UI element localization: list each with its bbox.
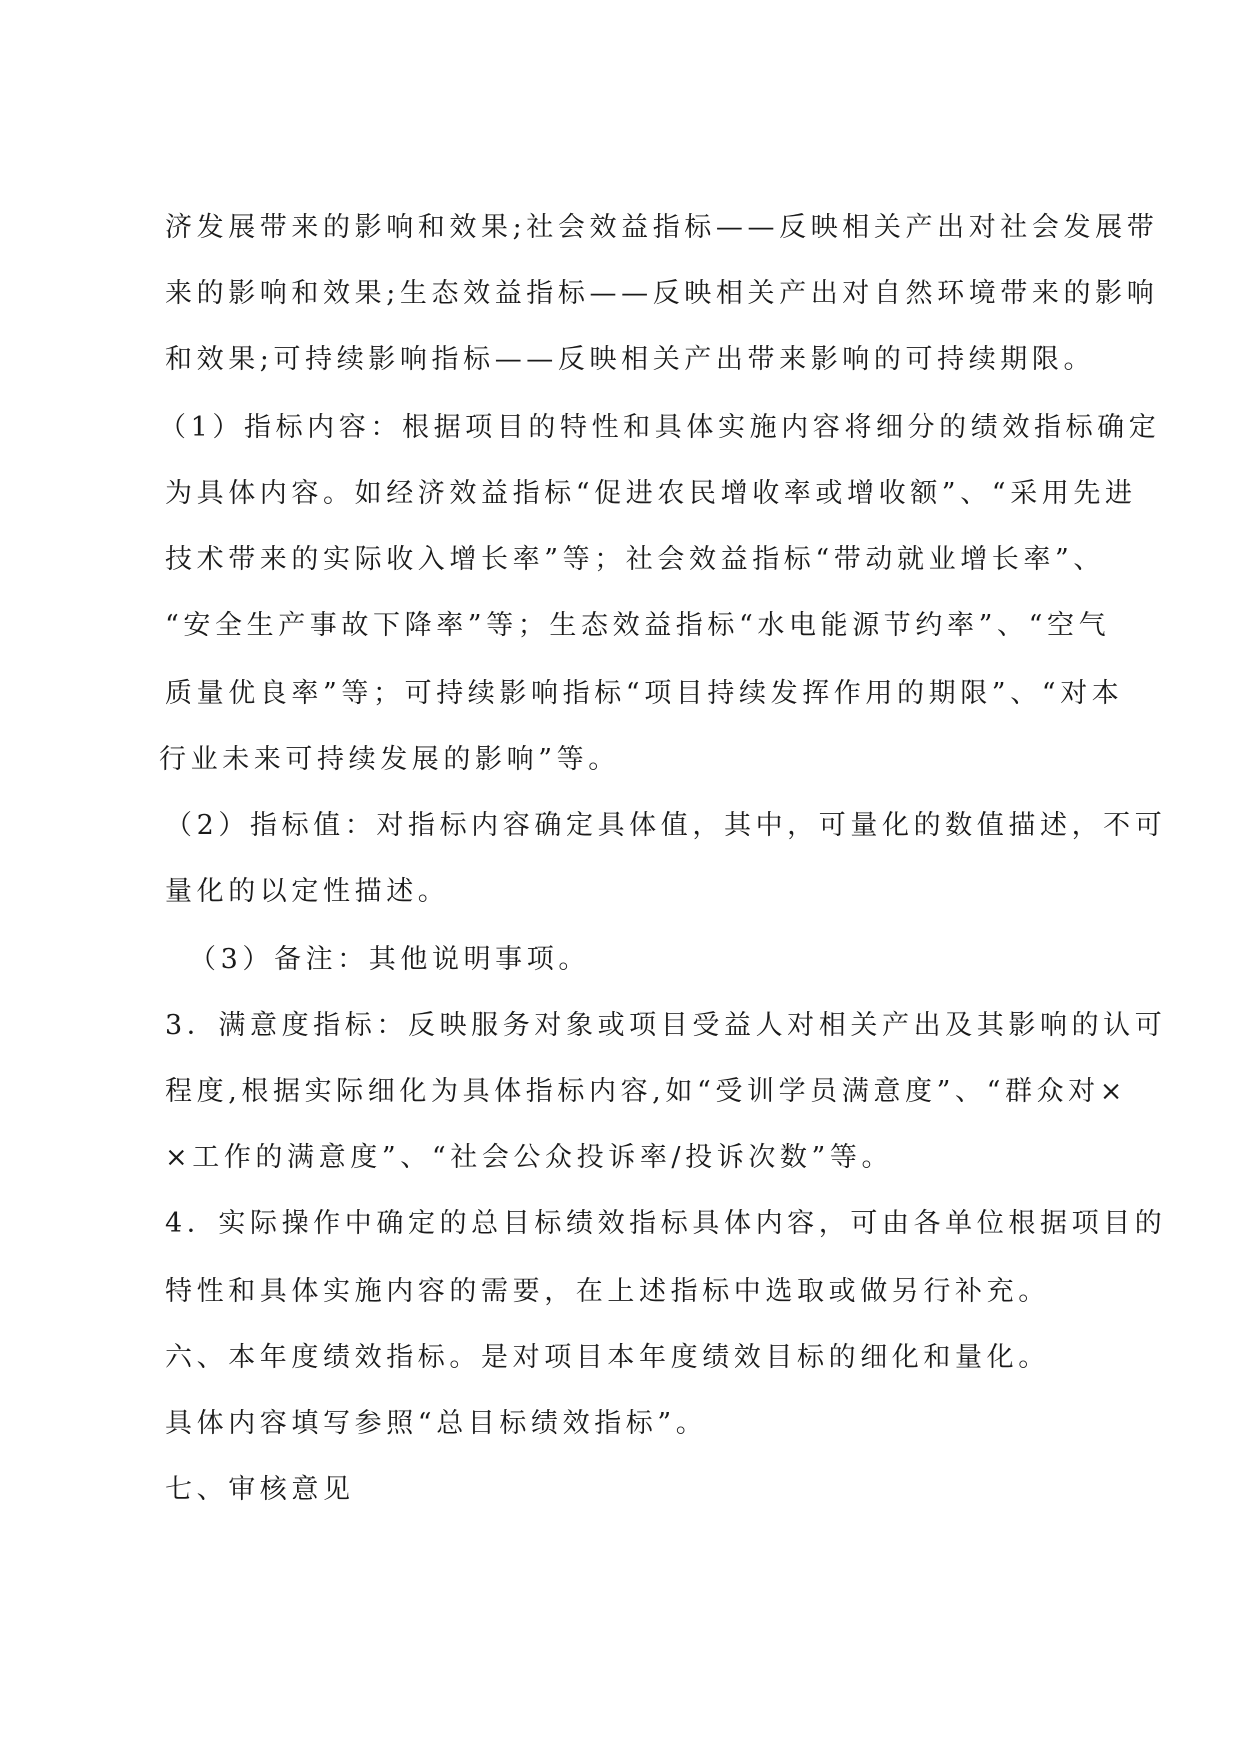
section-heading: 七、审核意见 — [165, 1474, 355, 1505]
body-text-line: 3．满意度指标：反映服务对象或项目受益人对相关产出及其影响的认可 — [165, 1010, 1167, 1041]
body-text-line: 技术带来的实际收入增长率”等；社会效益指标“带动就业增长率”、 — [165, 544, 1106, 575]
body-text-line: （1）指标内容：根据项目的特性和具体实施内容将细分的绩效指标确定 — [159, 412, 1161, 443]
body-text-line: 质量优良率”等；可持续影响指标“项目持续发挥作用的期限”、“对本 — [165, 678, 1124, 709]
body-text-line: 和效果;可持续影响指标——反映相关产出带来影响的可持续期限。 — [165, 344, 1096, 375]
body-text-line: 特性和具体实施内容的需要，在上述指标中选取或做另行补充。 — [165, 1276, 1050, 1307]
body-text-line: （3）备注：其他说明事项。 — [189, 944, 590, 975]
body-text-line: 济发展带来的影响和效果;社会效益指标——反映相关产出对社会发展带 — [165, 212, 1159, 243]
body-text-line: （2）指标值：对指标内容确定具体值，其中，可量化的数值描述，不可 — [165, 810, 1167, 841]
body-text-line: 行业未来可持续发展的影响”等。 — [159, 744, 620, 775]
section-heading: 六、本年度绩效指标。是对项目本年度绩效目标的细化和量化。 — [165, 1342, 1050, 1373]
body-text-line: 量化的以定性描述。 — [165, 876, 450, 907]
body-text-line: 4．实际操作中确定的总目标绩效指标具体内容，可由各单位根据项目的 — [165, 1208, 1167, 1239]
body-text-line: 具体内容填写参照“总目标绩效指标”。 — [165, 1408, 708, 1439]
body-text-line: ×工作的满意度”、“社会公众投诉率/投诉次数”等。 — [165, 1142, 894, 1173]
body-text-line: 为具体内容。如经济效益指标“促进农民增收率或增收额”、“采用先进 — [165, 478, 1137, 509]
body-text-line: 程度,根据实际细化为具体指标内容,如“受训学员满意度”、“群众对× — [165, 1076, 1127, 1107]
body-text-line: 来的影响和效果;生态效益指标——反映相关产出对自然环境带来的影响 — [165, 278, 1159, 309]
body-text-line: “安全生产事故下降率”等；生态效益指标“水电能源节约率”、“空气 — [165, 610, 1111, 641]
